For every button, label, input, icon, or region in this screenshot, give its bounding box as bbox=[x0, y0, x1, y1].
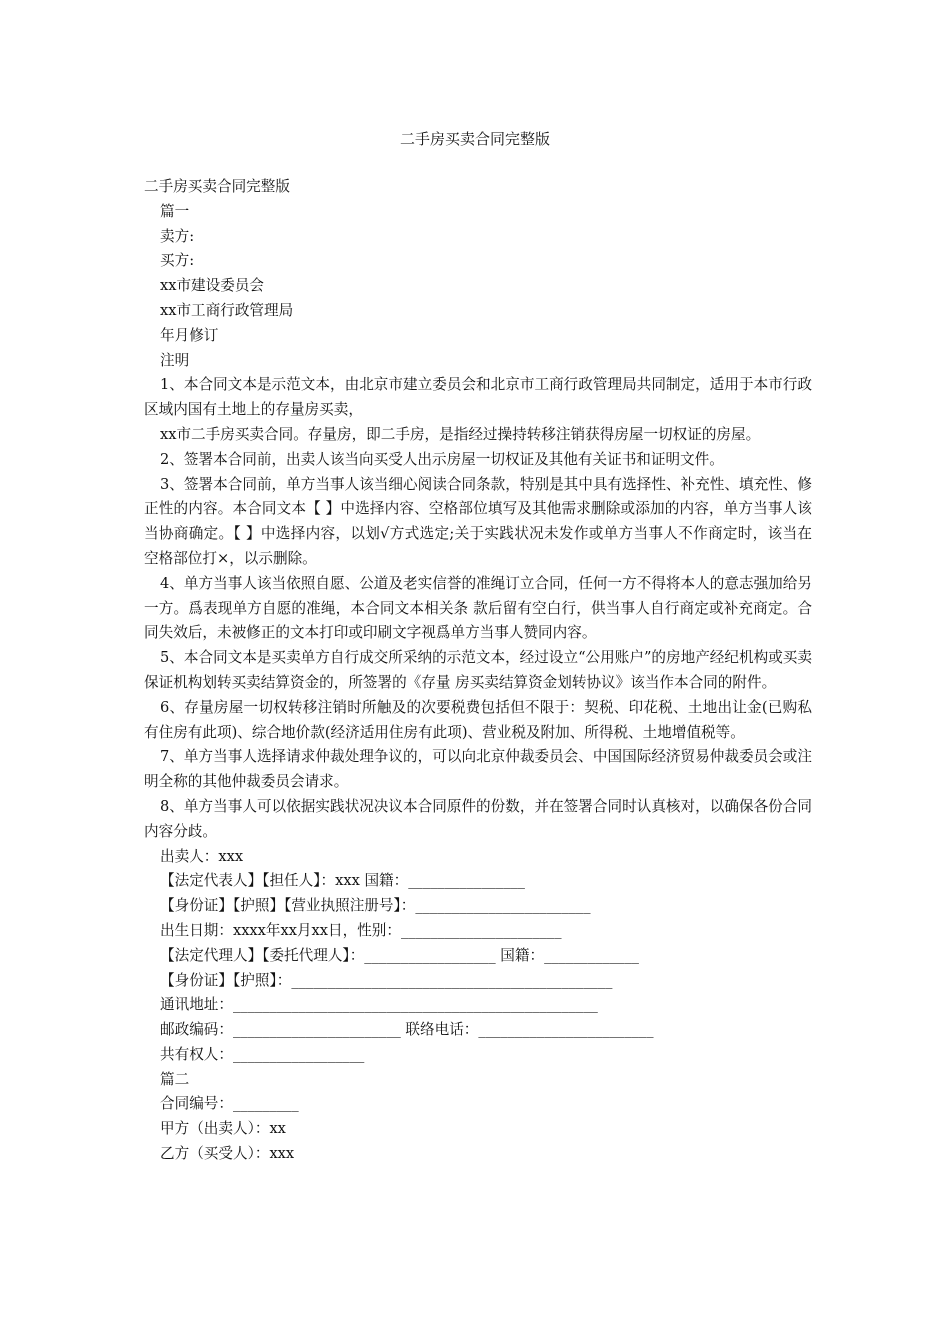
paragraph: 8、单方当事人可以依据实践状况决议本合同原件的份数，并在签署合同时认真核对，以确保各份合同内容分歧。 bbox=[144, 797, 812, 840]
signature-line: 【身份证】【护照】：____________________________________________ bbox=[160, 971, 613, 989]
header-line: 年月修订 bbox=[160, 326, 219, 344]
header-line: xx市工商行政管理局 bbox=[160, 301, 294, 319]
signature-line: 乙方（买受人）：xxx bbox=[160, 1145, 295, 1163]
document-body bbox=[144, 175, 812, 1167]
intro-line: 二手房买卖合同完整版 bbox=[144, 178, 290, 195]
header-line: 卖方: bbox=[160, 227, 195, 245]
signature-line: 【法定代表人】【担任人】：xxx 国籍：________________ bbox=[160, 872, 525, 890]
signature-line: 甲方（出卖人）：xx bbox=[160, 1120, 286, 1138]
paragraph: 1、本合同文本是示范文本，由北京市建立委员会和北京市工商行政管理局共同制定，适用于本市行政区域内国有土地上的存量房买卖， bbox=[144, 376, 812, 419]
document-title: 二手房买卖合同完整版 bbox=[399, 130, 550, 148]
signature-line: 邮政编码：_______________________ 联络电话：________________________ bbox=[160, 1021, 654, 1039]
paragraph: xx市二手房买卖合同。存量房，即二手房，是指经过操持转移注销获得房屋一切权证的房屋。 bbox=[160, 425, 761, 443]
signature-line: 通讯地址：__________________________________________________ bbox=[160, 996, 598, 1014]
signature-line: 【法定代理人】【委托代理人】：__________________ 国籍：_____________ bbox=[160, 946, 639, 964]
paragraph: 6、存量房屋一切权转移注销时所触及的次要税费包括但不限于：契税、印花税、土地出让金(已购私有住房有此项)、综合地价款(经济适用住房有此项)、营业税及附加、所得税、土地增值税等。 bbox=[144, 698, 812, 741]
signature-line: 出生日期：xxxx年xx月xx日，性别：______________________ bbox=[160, 921, 562, 939]
header-line: 买方: bbox=[160, 252, 195, 270]
paragraph: 5、本合同文本是买卖单方自行成交所采纳的示范文本，经过设立“公用账户”的房地产经纪机构或买卖保证机构划转买卖结算资金的，所签署的《存量 房买卖结算资金划转协议》该当作本合同的附件。 bbox=[144, 649, 812, 691]
header-line: xx市建设委员会 bbox=[160, 277, 265, 295]
signature-line: 【身份证】【护照】【营业执照注册号】：________________________ bbox=[160, 897, 591, 915]
signature-line: 出卖人：xxx bbox=[160, 847, 244, 865]
paragraph: 3、签署本合同前，单方当事人该当细心阅读合同条款，特别是其中具有选择性、补充性、填充性、修正性的内容。本合同文本【 】中选择内容、空格部位填写及其他需求删除或添加的内容，单方当事人该当协商确定。【 】中选择内容，以划√方式选定;关于实践状况未发作或单方当事人不作商定时，该当在空格部位打×，以示删除。 bbox=[144, 475, 812, 567]
signature-line: 合同编号：_________ bbox=[160, 1095, 299, 1113]
signature-line: 共有权人：__________________ bbox=[160, 1045, 365, 1063]
paragraph: 7、单方当事人选择请求仲裁处理争议的，可以向北京仲裁委员会、中国国际经济贸易仲裁委员会或注明全称的其他仲裁委员会请求。 bbox=[144, 748, 812, 791]
paragraph: 2、签署本合同前，出卖人该当向买受人出示房屋一切权证及其他有关证书和证明文件。 bbox=[160, 450, 724, 468]
section-heading: 篇二 bbox=[160, 1070, 190, 1088]
header-line: 篇一 bbox=[160, 202, 190, 220]
paragraph: 4、单方当事人该当依照自愿、公道及老实信誉的准绳订立合同，任何一方不得将本人的意志强加给另一方。爲表现单方自愿的准绳，本合同文本相关条 款后留有空白行，供当事人自行商定或补充商定。合同失效后，未被修正的文本打印或印刷文字视爲单方当事人赞同内容。 bbox=[144, 574, 812, 642]
header-line: 注明 bbox=[160, 351, 190, 369]
